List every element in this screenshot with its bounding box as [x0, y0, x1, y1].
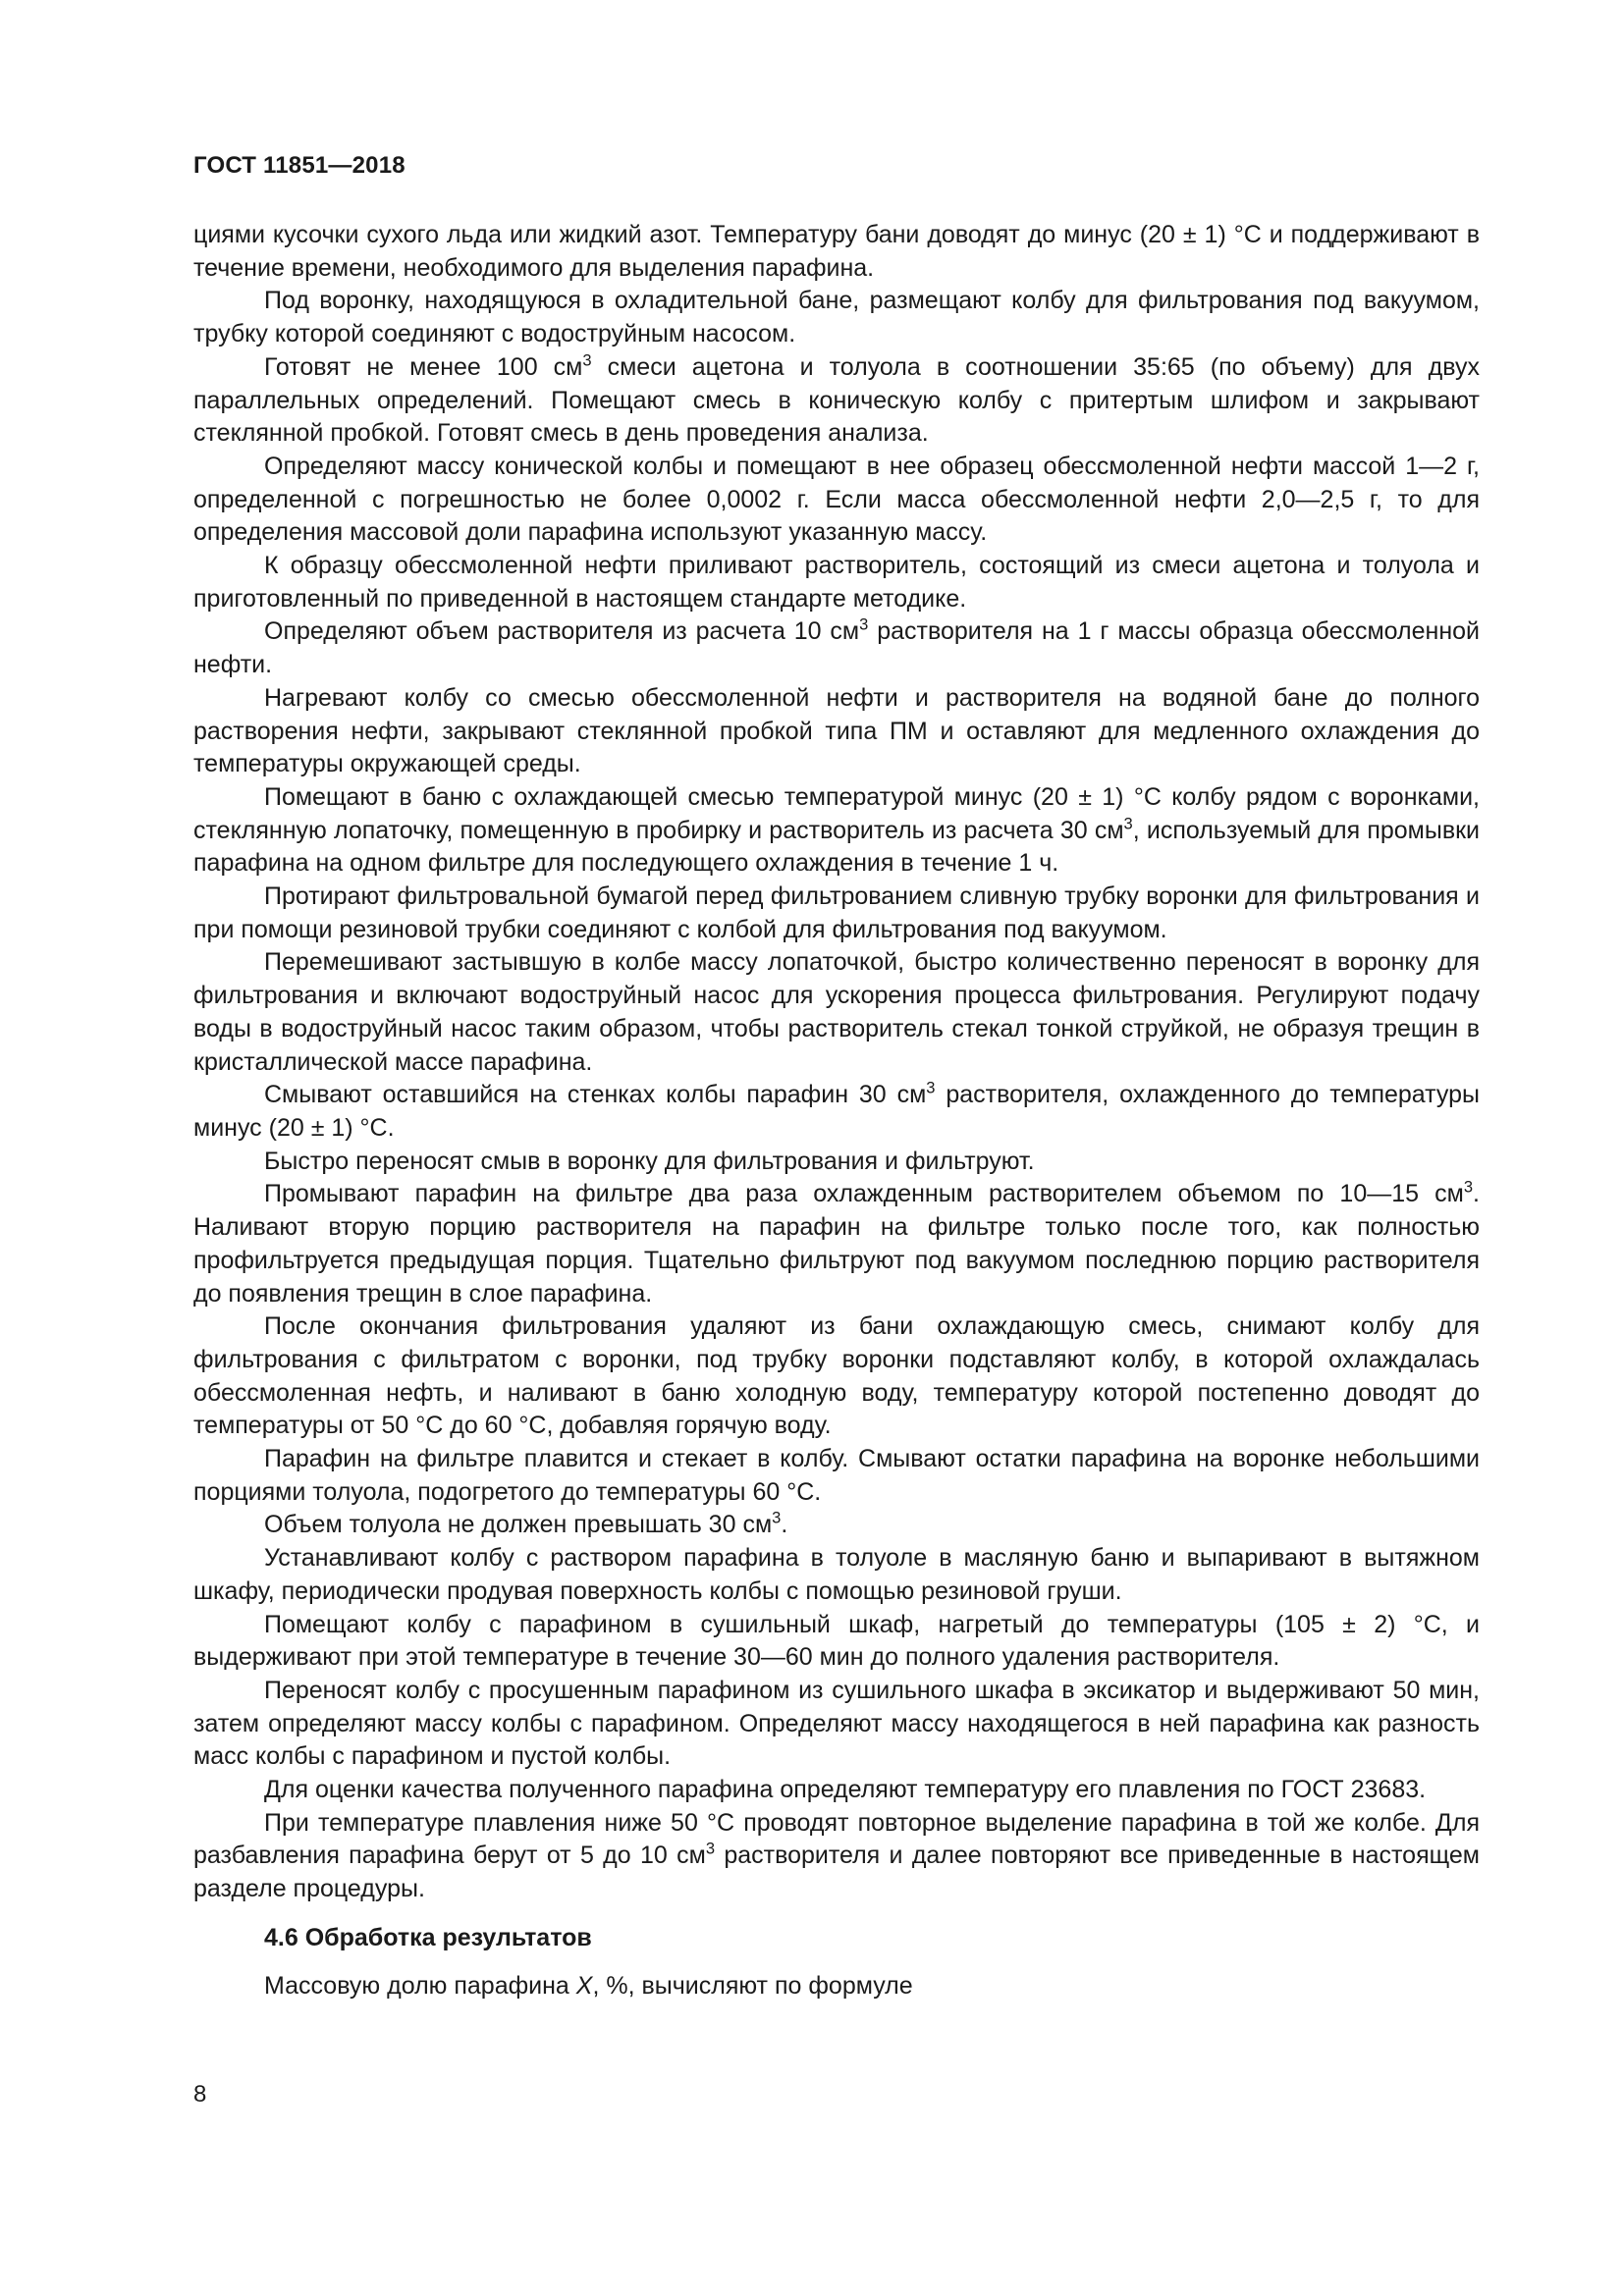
paragraph: циями кусочки сухого льда или жидкий азот. Температуру бани доводят до минус (20 ± 1) °С и поддерживают в течение времени, необходимого для выделения парафина.	[193, 221, 1480, 282]
paragraph: Перемешивают застывшую в колбе массу лопаточкой, быстро количественно переносят в воронку для фильтрования и включают водоструйный насос для ускорения процесса фильтрования. Регулируют подачу воды в водоструйный насос таким образом, чтобы растворитель стекал тонкой струйкой, не образуя трещин в кристаллической массе парафина.	[193, 948, 1480, 1076]
paragraph-text: растворителя на 1 г массы образца обессмоленной нефти.	[193, 617, 1480, 679]
superscript: 3	[582, 351, 592, 370]
paragraph: Быстро переносят смыв в воронку для фильтрования и фильтруют.	[264, 1147, 1035, 1175]
superscript: 3	[926, 1079, 936, 1097]
paragraph: После окончания фильтрования удаляют из бани охлаждающую смесь, снимают колбу для фильтрования с фильтратом с воронки, под трубку воронки подставляют колбу, в которой охлаждалась обессмоленная нефть, и наливают в баню холодную воду, температуру которой постепенно доводят до температуры от 50 °С до 60 °С, добавляя горячую воду.	[193, 1312, 1480, 1440]
paragraph: Нагревают колбу со смесью обессмоленной нефти и растворителя на водяной бане до полного растворения нефти, закрывают стеклянной пробкой типа ПМ и оставляют для медленного охлаждения до температуры окружающей среды.	[193, 683, 1480, 778]
paragraph	[193, 1178, 1480, 1310]
paragraph: Под воронку, находящуюся в охладительной бане, размещают колбу для фильтрования под вакуумом, трубку которой соединяют с водоструйным насосом.	[193, 287, 1480, 348]
paragraph: Устанавливают колбу с раствором парафина в толуоле в масляную баню и выпаривают в вытяжном шкафу, периодически продувая поверхность колбы с помощью резиновой груши.	[193, 1544, 1480, 1605]
paragraph: Определяют массу конической колбы и помещают в нее образец обессмоленной нефти массой 1—2 г, определенной с погрешностью не более 0,0002 г. Если масса обессмоленной нефти 2,0—2,5 г, то для определения массовой доли парафина используют указанную массу.	[193, 452, 1480, 547]
superscript: 3	[1123, 815, 1133, 833]
paragraph-text: Готовят не менее 100 см	[264, 352, 583, 381]
document-page	[193, 152, 1480, 2003]
paragraph-text: Определяют объем растворителя из расчета 10 см	[264, 617, 860, 646]
paragraph: Протирают фильтровальной бумагой перед фильтрованием сливную трубку воронки для фильтрования и при помощи резиновой трубки соединяют с колбой для фильтрования под вакуумом.	[193, 882, 1480, 943]
paragraph-text: растворителя и далее повторяют все приведенные в настоящем разделе процедуры.	[193, 1842, 1480, 1903]
formula-intro-tail: , %, вычисляют по формуле	[592, 1971, 913, 2000]
paragraph	[193, 1079, 1480, 1145]
paragraph-text: Промывают парафин на фильтре два раза охлажденным растворителем объемом по 10—15 см	[264, 1180, 1464, 1208]
superscript: 3	[772, 1510, 782, 1528]
paragraph-text: Смывают оставшийся на стенках колбы парафин 30 см	[264, 1081, 927, 1109]
document-header: ГОСТ 11851—2018	[193, 152, 406, 179]
superscript: 3	[1463, 1179, 1474, 1198]
formula-intro	[264, 1970, 1480, 2003]
page-number: 8	[193, 2081, 207, 2108]
paragraph	[193, 351, 1480, 451]
paragraph-text: . Наливают вторую порцию растворителя на парафин на фильтре только после того, как полностью профильтруется предыдущая порция. Тщательно фильтруют под вакуумом последнюю порцию растворителя до появления трещин в слое парафина.	[193, 1180, 1480, 1308]
paragraph: К образцу обессмоленной нефти приливают растворитель, состоящий из смеси ацетона и толуола и приготовленный по приведенной в настоящем стандарте методике.	[193, 552, 1480, 613]
paragraph-text: При температуре плавления ниже 50 °С проводят повторное выделение парафина в той же колбе. Для разбавления парафина берут от 5 до 10 см	[193, 1808, 1480, 1870]
formula-intro-text: Массовую долю парафина	[264, 1971, 576, 2000]
paragraph-text: Объем толуола не должен превышать 30 см	[264, 1511, 773, 1539]
paragraph	[193, 1807, 1480, 1906]
paragraph: Парафин на фильтре плавится и стекает в колбу. Смывают остатки парафина на воронке небольшими порциями толуола, подогретого до температуры 60 °С.	[193, 1445, 1480, 1506]
paragraph	[193, 1509, 1480, 1542]
paragraph	[193, 781, 1480, 881]
section-heading: 4.6 Обработка результатов	[264, 1923, 592, 1951]
paragraph-text: .	[781, 1511, 788, 1539]
paragraph	[193, 615, 1480, 681]
superscript: 3	[705, 1841, 715, 1859]
paragraph: Переносят колбу с просушенным парафином из сушильного шкафа в эксикатор и выдерживают 50 мин, затем определяют массу колбы с парафином. Определяют массу находящегося в ней парафина как разность масс колбы с парафином и пустой колбы.	[193, 1676, 1480, 1771]
variable-x: X	[575, 1971, 593, 2000]
superscript: 3	[859, 616, 869, 635]
paragraph: Помещают колбу с парафином в сушильный шкаф, нагретый до температуры (105 ± 2) °С, и выдерживают при этой температуре в течение 30—60 мин до полного удаления растворителя.	[193, 1610, 1480, 1672]
paragraph-text: Помещают в баню с охлаждающей смесью температурой минус (20 ± 1) °С колбу рядом с воронками, стеклянную лопаточку, помещенную в пробирку и растворитель из расчета 30 см	[193, 782, 1480, 844]
paragraph-text: растворителя, охлажденного до температуры минус (20 ± 1) °С.	[193, 1081, 1480, 1142]
body-text	[193, 219, 1480, 1906]
paragraph-text: , используемый для промывки парафина на одном фильтре для последующего охлаждения в течение 1 ч.	[193, 816, 1481, 878]
paragraph: Для оценки качества полученного парафина определяют температуру его плавления по ГОСТ 23683.	[264, 1776, 1427, 1804]
paragraph-text: смеси ацетона и толуола в соотношении 35:65 (по объему) для двух параллельных определений. Помещают смесь в коническую колбу с притертым шлифом и закрывают стеклянной пробкой. Готовят смесь в день проведения анализа.	[193, 352, 1480, 448]
